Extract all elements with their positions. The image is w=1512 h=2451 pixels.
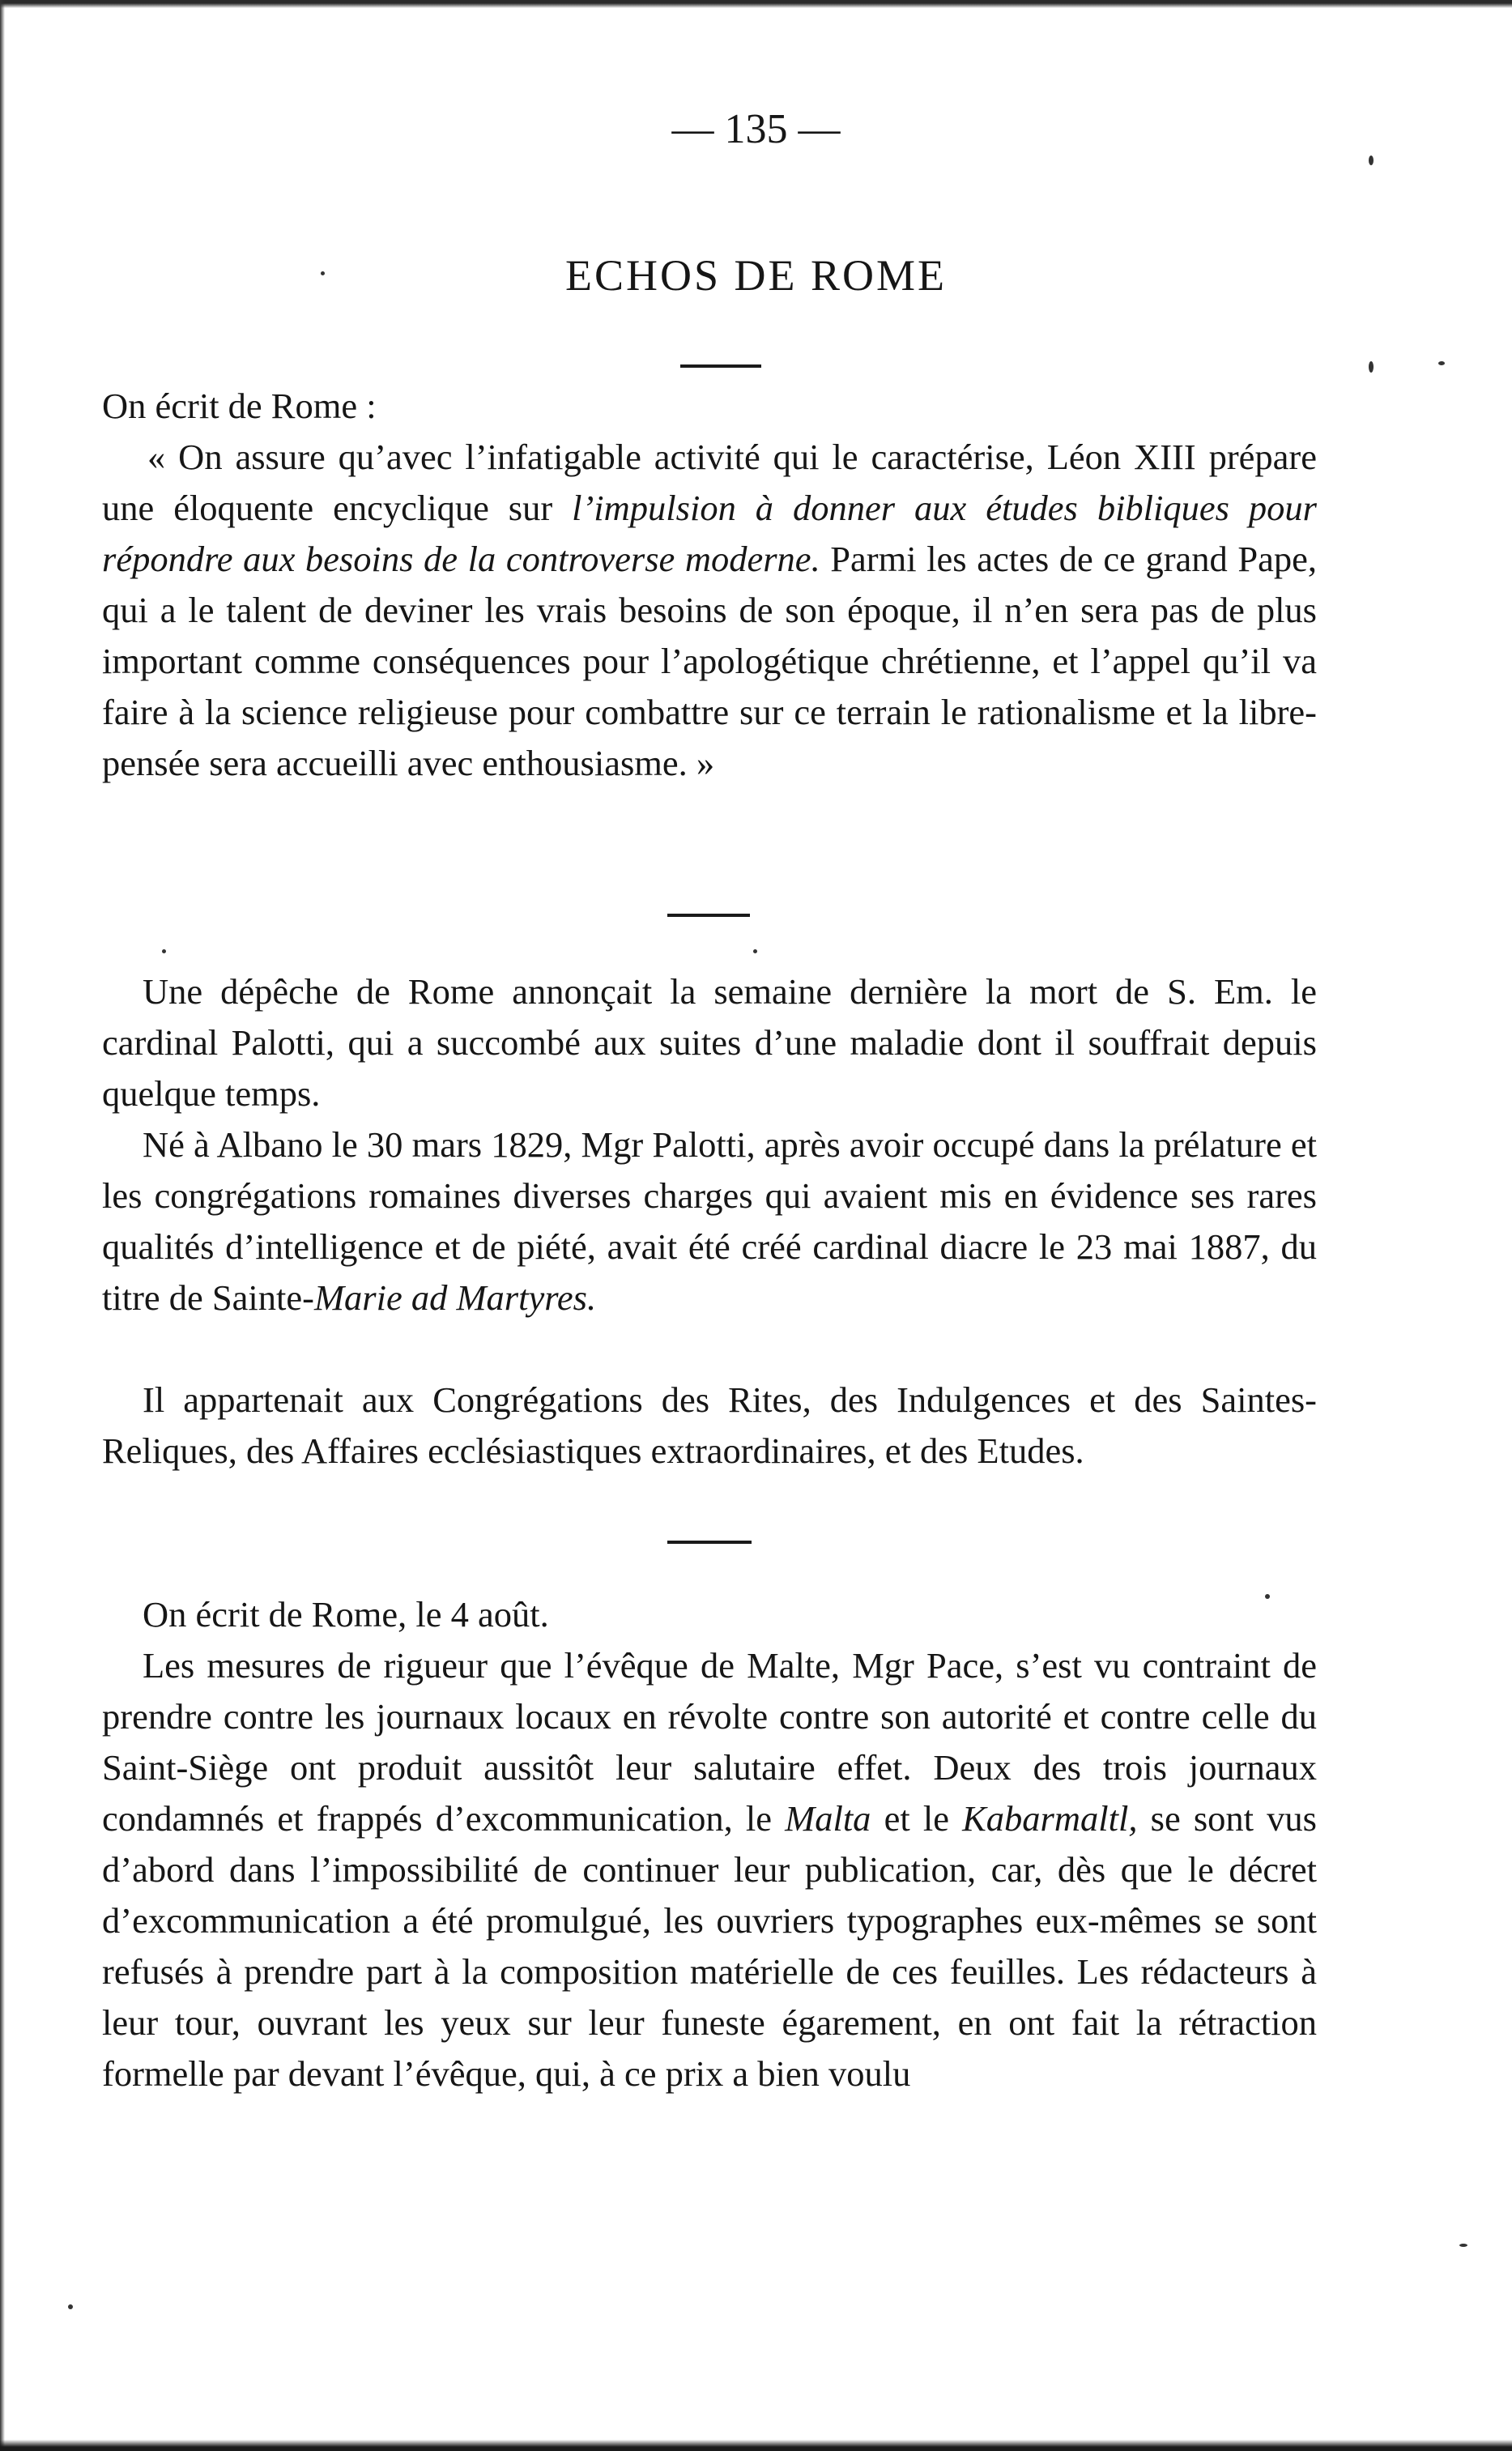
separator-rule xyxy=(667,1541,752,1544)
scan-speck xyxy=(162,949,166,953)
biography-paragraph xyxy=(102,1119,1317,1324)
congregations-paragraph: Il appartenait aux Congrégations des Rites, des Indulgences et des Saintes-Reliques, des Affaires ecclésiastiques extraordinaires, et des Etudes. xyxy=(102,1379,1317,1471)
separator-rule xyxy=(680,364,761,368)
malta-text: Les mesures de rigueur que l’évêque de Malte, Mgr Pace, s’est vu contraint de prendre contre les journaux locaux en révolte contre son autorité et contre celle du Saint-Siège ont produit aussitôt leur salutaire effet. Deux des trois journaux condamnés et frappés d’excommunication, le xyxy=(102,1645,1317,1839)
journal-name: Malta xyxy=(785,1798,871,1839)
scan-speck xyxy=(68,2304,73,2309)
section-title: ECHOS DE ROME xyxy=(564,251,948,300)
scan-speck xyxy=(1369,361,1374,373)
separator-rule xyxy=(667,914,750,917)
malta-text: se sont vus d’abord dans l’impossibilité de continuer leur publication, car, dès que le décret d’excommunication a été promulgué, les ouvriers typographes eux-mêmes se sont refusés à prendre part à la composition matérielle de ces feuilles. Les rédacteurs à leur tour, ouvrant les yeux sur leur funeste égarement, en ont fait la rétraction formelle par devant l’évêque, qui, à ce prix a bien voulu xyxy=(102,1798,1317,2094)
scan-speck xyxy=(1438,361,1445,365)
scan-edge-bottom xyxy=(0,2440,1512,2451)
quote-text-start: « On assure qu’avec l’infatigable activité qui le caractérise, Léon XIII prépare une éloquente encyclique sur xyxy=(102,437,1317,528)
quote-text-italic: l’impulsion à donner aux études bibliques pour répondre aux besoins de la controverse moderne. xyxy=(102,488,1317,579)
scan-edge-top xyxy=(0,0,1512,8)
malta-text: et le xyxy=(871,1798,963,1839)
article-intro: On écrit de Rome : xyxy=(102,386,377,426)
scan-edge-left xyxy=(0,0,5,2451)
quote-text-end: Parmi les actes de ce grand Pape, qui a le talent de deviner les vrais besoins de son époque, il n’en sera pas de plus important comme conséquences pour l’apologétique chrétienne, et l’appel qu’il va faire à la science religieuse pour combattre sur ce terrain le rationalisme et la libre-pensée sera accueilli avec enthousiasme. » xyxy=(102,539,1317,783)
article-quote xyxy=(102,432,1317,789)
malta-paragraph xyxy=(102,1640,1317,2099)
scan-speck xyxy=(753,949,757,953)
article-intro: On écrit de Rome, le 4 août. xyxy=(143,1594,549,1635)
biography-text: Né à Albano le 30 mars 1829, Mgr Palotti, après avoir occupé dans la prélature et les congrégations romaines diverses charges qui avaient mis en évidence ses rares qualités d’intelligence et de piété, avait été créé cardinal diacre le 23 mai 1887, du titre de Sainte- xyxy=(102,1124,1317,1318)
scan-speck xyxy=(1369,156,1374,165)
page-number: — 135 — xyxy=(671,106,841,152)
journal-name: Kabarmaltl, xyxy=(962,1798,1138,1839)
scan-speck xyxy=(1265,1594,1270,1599)
depeche-paragraph: Une dépêche de Rome annonçait la semaine dernière la mort de S. Em. le cardinal Palotti, qui a succombé aux suites d’une maladie dont il souffrait depuis quelque temps. xyxy=(102,971,1317,1114)
scan-speck xyxy=(321,271,325,275)
biography-title-italic: Marie ad Martyres. xyxy=(313,1277,597,1318)
scan-speck xyxy=(1459,2244,1467,2247)
